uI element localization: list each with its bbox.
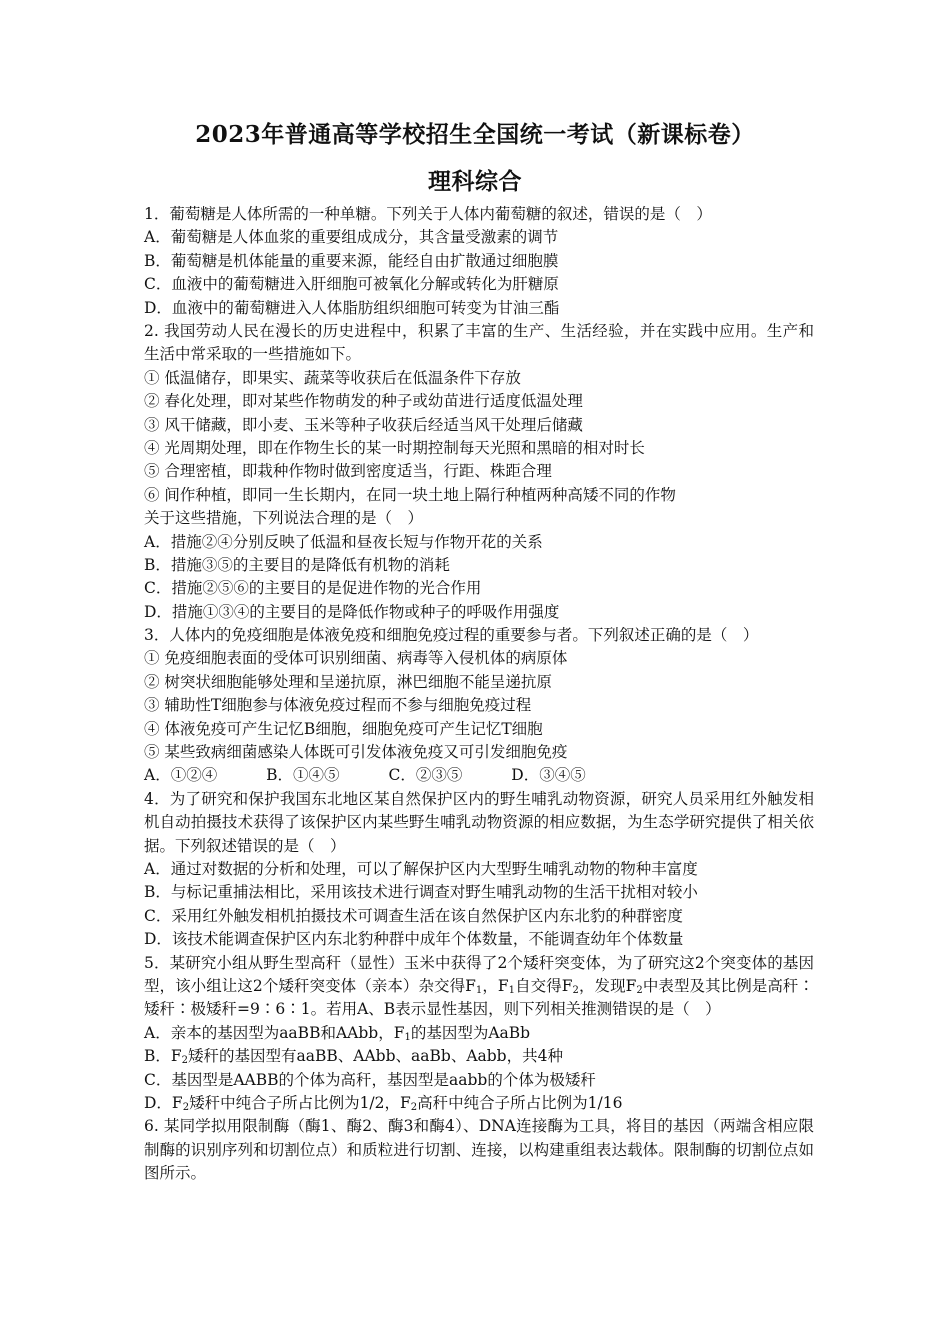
q5-stem-text: 中表型及其比例是高秆∶矮秆∶极矮秆=9∶6∶1。若用A、B表示显性基因，则下列相关推测错误的是（ ） [144, 976, 814, 1019]
q5-subscript: 2 [410, 1101, 418, 1113]
q5-option-b [144, 1045, 814, 1068]
q4-option-b: B．与标记重捕法相比，采用该技术进行调查对野生哺乳动物的生活干扰相对较小 [144, 883, 698, 902]
q5-option-b-text: 矮秆的基因型有aaBB、AAbb、aaBb、Aabb，共4种 [188, 1047, 563, 1066]
q5-option-a-text: A．亲本的基因型为aaBB和AAbb，F [144, 1023, 405, 1042]
exam-subtitle: 理科综合 [428, 168, 522, 195]
q2-option-b: B．措施③⑤的主要目的是降低有机物的消耗 [144, 555, 450, 574]
q5-option-c: C．基因型是AABB的个体为高秆，基因型是aabb的个体为极矮秆 [144, 1070, 596, 1089]
q5-subscript: 2 [636, 984, 643, 996]
exam-title: 2023年普通高等学校招生全国统一考试（新课标卷） [195, 121, 755, 148]
q6-stem: 6. 某同学拟用限制酶（酶1、酶2、酶3和酶4）、DNA连接酶为工具，将目的基因（两端含相应限制酶的识别序列和切割位点）和质粒进行切割、连接，以构建重组表达载体。限制酶的切割位点如图所示。 [144, 1117, 814, 1183]
q5-option-d-text: 高秆中纯合子所占比例为1/16 [417, 1093, 623, 1112]
q5-stem-text: 自交得F [515, 976, 573, 995]
q1-stem: 1．葡萄糖是人体所需的一种单糖。下列关于人体内葡萄糖的叙述，错误的是（ ） [144, 205, 712, 223]
q2-option-c: C．措施②⑤⑥的主要目的是促进作物的光合作用 [144, 579, 482, 598]
q5-option-d-text: D．F [144, 1093, 183, 1112]
q2-item: ⑤ 合理密植，即栽种作物时做到密度适当，行距、株距合理 [144, 462, 552, 481]
q5-subscript: 2 [181, 1055, 189, 1067]
q3-option-a: A．①②④ [144, 766, 218, 785]
q3-option-b: B．①④⑤ [266, 766, 340, 785]
q2-item: ① 低温储存，即果实、蔬菜等收获后在低温条件下存放 [144, 368, 521, 387]
q1-option-d: D．血液中的葡萄糖进入人体脂肪组织细胞可转变为甘油三酯 [144, 298, 560, 317]
q4-option-a: A．通过对数据的分析和处理，可以了解保护区内大型野生哺乳动物的物种丰富度 [144, 860, 698, 879]
q2-item: ③ 风干储藏，即小麦、玉米等种子收获后经适当风干处理后储藏 [144, 415, 583, 434]
q5-option-d-text: 矮秆中纯合子所占比例为1/2，F [189, 1093, 411, 1112]
q5-subscript: 1 [404, 1031, 411, 1043]
q1-option-c: C．血液中的葡萄糖进入肝细胞可被氧化分解或转化为肝糖原 [144, 275, 559, 294]
q2-item: ② 春化处理，即对某些作物萌发的种子或幼苗进行适度低温处理 [144, 392, 583, 411]
q2-item: ④ 光周期处理，即在作物生长的某一时期控制每天光照和黑暗的相对时长 [144, 438, 645, 457]
q5-stem-text: 5．某研究小组从野生型高秆（显性）玉米中获得了2个矮秆突变体，为了研究这2个突变体的基因型，该小组让这2个矮秆突变体（亲本）杂交得F [144, 953, 814, 995]
q3-option-c: C．②③⑤ [388, 766, 463, 785]
q2-item: ⑥ 间作种植，即同一生长期内，在同一块土地上隔行种植两种高矮不同的作物 [144, 485, 676, 504]
q5-stem-text: ，发现F [578, 976, 637, 995]
q2-option-d: D．措施①③④的主要目的是降低作物或种子的呼吸作用强度 [144, 602, 560, 621]
q3-options [144, 764, 814, 787]
exam-body [144, 203, 814, 1186]
q4-option-d: D．该技术能调查保护区内东北豹种群中成年个体数量，不能调查幼年个体数量 [144, 930, 684, 949]
q3-item: ④ 体液免疫可产生记忆B细胞，细胞免疫可产生记忆T细胞 [144, 719, 543, 738]
q5-option-a [144, 1022, 814, 1045]
q5-option-b-text: B．F [144, 1047, 182, 1066]
q5-subscript: 2 [572, 984, 579, 996]
q1-option-a: A．葡萄糖是人体血浆的重要组成成分，其含量受激素的调节 [144, 228, 559, 247]
q2-ask: 关于这些措施，下列说法合理的是（ ） [144, 509, 424, 528]
q2-stem: 2. 我国劳动人民在漫长的历史进程中，积累了丰富的生产、生活经验，并在实践中应用。生产和生活中常采取的一些措施如下。 [144, 321, 814, 364]
q3-item: ② 树突状细胞能够处理和呈递抗原，淋巴细胞不能呈递抗原 [144, 672, 552, 691]
q3-item: ⑤ 某些致病细菌感染人体既可引发体液免疫又可引发细胞免疫 [144, 743, 568, 762]
q1-option-b: B．葡萄糖是机体能量的重要来源，能经自由扩散通过细胞膜 [144, 251, 559, 270]
q5-option-d [144, 1092, 814, 1115]
q3-stem: 3．人体内的免疫细胞是体液免疫和细胞免疫过程的重要参与者。下列叙述正确的是（ ） [144, 626, 759, 645]
q5-option-a-text: 的基因型为AaBb [410, 1023, 531, 1042]
q3-item: ① 免疫细胞表面的受体可识别细菌、病毒等入侵机体的病原体 [144, 649, 568, 668]
q3-option-d: D．③④⑤ [511, 766, 586, 785]
q5-subscript: 1 [475, 984, 483, 996]
q4-option-c: C．采用红外触发相机拍摄技术可调查生活在该自然保护区内东北豹的种群密度 [144, 906, 683, 925]
q3-item: ③ 辅助性T细胞参与体液免疫过程而不参与细胞免疫过程 [144, 696, 532, 715]
q2-option-a: A．措施②④分别反映了低温和昼夜长短与作物开花的关系 [144, 532, 543, 551]
q5-subscript: 1 [508, 984, 516, 996]
q4-stem: 4．为了研究和保护我国东北地区某自然保护区内的野生哺乳动物资源，研究人员采用红外触发相机自动拍摄技术获得了该保护区内某些野生哺乳动物资源的相应数据，为生态学研究提供了相关依据。下列叙述错误的是（ ） [144, 789, 814, 855]
q5-subscript: 2 [182, 1101, 190, 1113]
q5-stem [144, 952, 814, 1022]
q5-stem-text: ，F [482, 976, 509, 995]
